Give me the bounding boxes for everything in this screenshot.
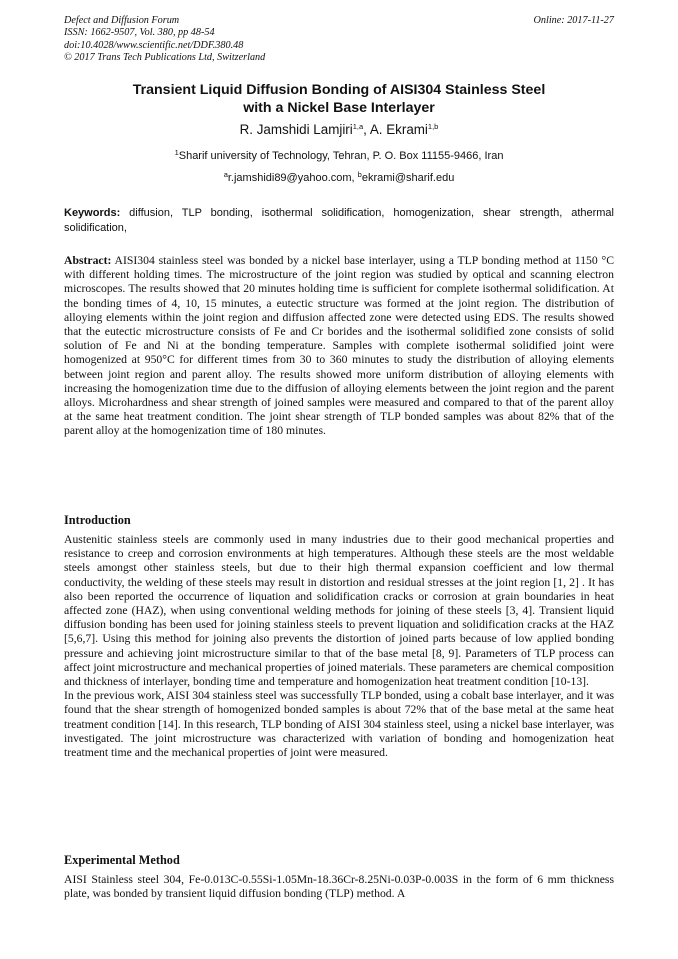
experimental-body xyxy=(64,873,614,901)
author-separator: , xyxy=(363,122,370,137)
journal-issn: ISSN: 1662-9507, Vol. 380, pp 48-54 xyxy=(64,27,215,39)
keywords-text: diffusion, TLP bonding, isothermal solidification, homogenization, shear strength, athermal solidification, xyxy=(64,207,614,234)
abstract xyxy=(64,254,614,439)
paragraph: AISI Stainless steel 304, Fe-0.013C-0.55Si-1.05Mn-18.36Cr-8.25Ni-0.03P-0.003S in the form of 6 mm thickness plate, was bonded by transient liquid diffusion bonding (TLP) method. A xyxy=(64,873,614,901)
author-emails xyxy=(64,171,614,185)
author-list xyxy=(64,121,614,138)
introduction-body xyxy=(64,533,614,760)
affiliation xyxy=(64,149,614,163)
keywords xyxy=(64,206,614,235)
author-affiliation-marker: 1,a xyxy=(352,122,364,131)
author-name: R. Jamshidi Lamjiri xyxy=(239,122,353,137)
online-date: Online: 2017-11-27 xyxy=(533,15,614,26)
abstract-label: Abstract: xyxy=(64,254,112,267)
affiliation-text: Sharif university of Technology, Tehran, P. O. Box 11155-9466, Iran xyxy=(178,150,504,162)
email-link[interactable]: ekrami@sharif.edu xyxy=(361,172,455,184)
email-marker: b xyxy=(357,170,362,179)
keywords-label: Keywords: xyxy=(64,207,121,219)
email-link[interactable]: r.jamshidi89@yahoo.com, xyxy=(227,172,358,184)
section-heading-experimental: Experimental Method xyxy=(64,853,180,867)
abstract-text: AISI304 stainless steel was bonded by a nickel base interlayer, using a TLP bonding method at 1150 °C with different holding times. The microstructure of the joint region was studied by optical and scanning electron microscopes. The results showed that 20 minutes holding time is sufficient for complete isothermal solidification. At the bonding times of 4, 10, 15 minutes, a eutectic structure was formed at the joint region. The distribution of alloying elements within the joint region and diffusion affected zone were detected using EDS. The results showed that the eutectic microstructure consists of Fe and Cr borides and the isothermal solidified zone consists of solid solution of Fe and Ni at the bonding temperature. Samples with complete isothermal solidified joint were homogenized at 950°C for different times from 30 to 360 minutes to study the distribution of alloying elements between joint region and parent alloy. The results showed more uniform distribution of alloying elements with increasing the homogenization time due to the diffusion of alloying elements between the joint region and the parent alloys. Microhardness and shear strength of joined samples were measured and compared to that of the parent alloy at the same heat treatment condition. The joint shear strength of TLP bonded samples was about 82% that of the parent alloy at the homogenization time of 180 minutes. xyxy=(64,254,614,438)
title-line-1: Transient Liquid Diffusion Bonding of AISI304 Stainless Steel xyxy=(132,82,546,98)
affiliation-marker: 1 xyxy=(174,148,179,157)
section-heading-introduction: Introduction xyxy=(64,513,131,527)
paragraph: In the previous work, AISI 304 stainless steel was successfully TLP bonded, using a cobalt base interlayer, and it was found that the shear strength of homogenized bonded samples is about 72% that of the base metal at the same heat treatment condition [14]. In this research, TLP bonding of AISI 304 stainless steel, using a nickel base interlayer, was investigated. The joint microstructure was characterized with variation of bonding and homogenization heat treatment time and the mechanical properties of joint were measured. xyxy=(64,689,614,760)
journal-header xyxy=(64,15,265,65)
journal-copyright: © 2017 Trans Tech Publications Ltd, Switzerland xyxy=(64,52,266,64)
journal-doi: doi:10.4028/www.scientific.net/DDF.380.48 xyxy=(64,39,244,51)
paragraph: Austenitic stainless steels are commonly used in many industries due to their good mechanical properties and resistance to creep and corrosion environments at high temperatures. Although these steels are the most weldable steels amongst other stainless steels, but due to their high thermal expansion coefficient and low thermal conductivity, the welding of these steels may result in distortion and residual stresses at the joint region [1, 2] . It has also been reported the occurrence of liquation and solidification cracks or corrosion at grain boundaries in heat affected zone (HAZ), when using conventional welding methods for joining of these steels [3, 4]. Transient liquid diffusion bonding has been used for joining stainless steels to prevent liquation and solidification cracks at the HAZ [5,6,7]. Using this method for joining also prevents the distortion of joined parts because of low applied bonding pressure and achieving joint microstructure similar to that of the base metal [8, 9]. Parameters of TLP process can affect joint microstructure and mechanical properties of joined materials. These parameters are chemical composition and thickness of interlayer, bonding time and temperature and homogenization heat treatment condition [10-13]. xyxy=(64,533,614,689)
author-name: A. Ekrami xyxy=(369,122,428,137)
paper-title xyxy=(64,82,614,117)
email-marker: a xyxy=(223,170,228,179)
journal-name: Defect and Diffusion Forum xyxy=(64,15,180,26)
author-affiliation-marker: 1,b xyxy=(427,122,439,131)
title-line-2: with a Nickel Base Interlayer xyxy=(243,99,435,116)
